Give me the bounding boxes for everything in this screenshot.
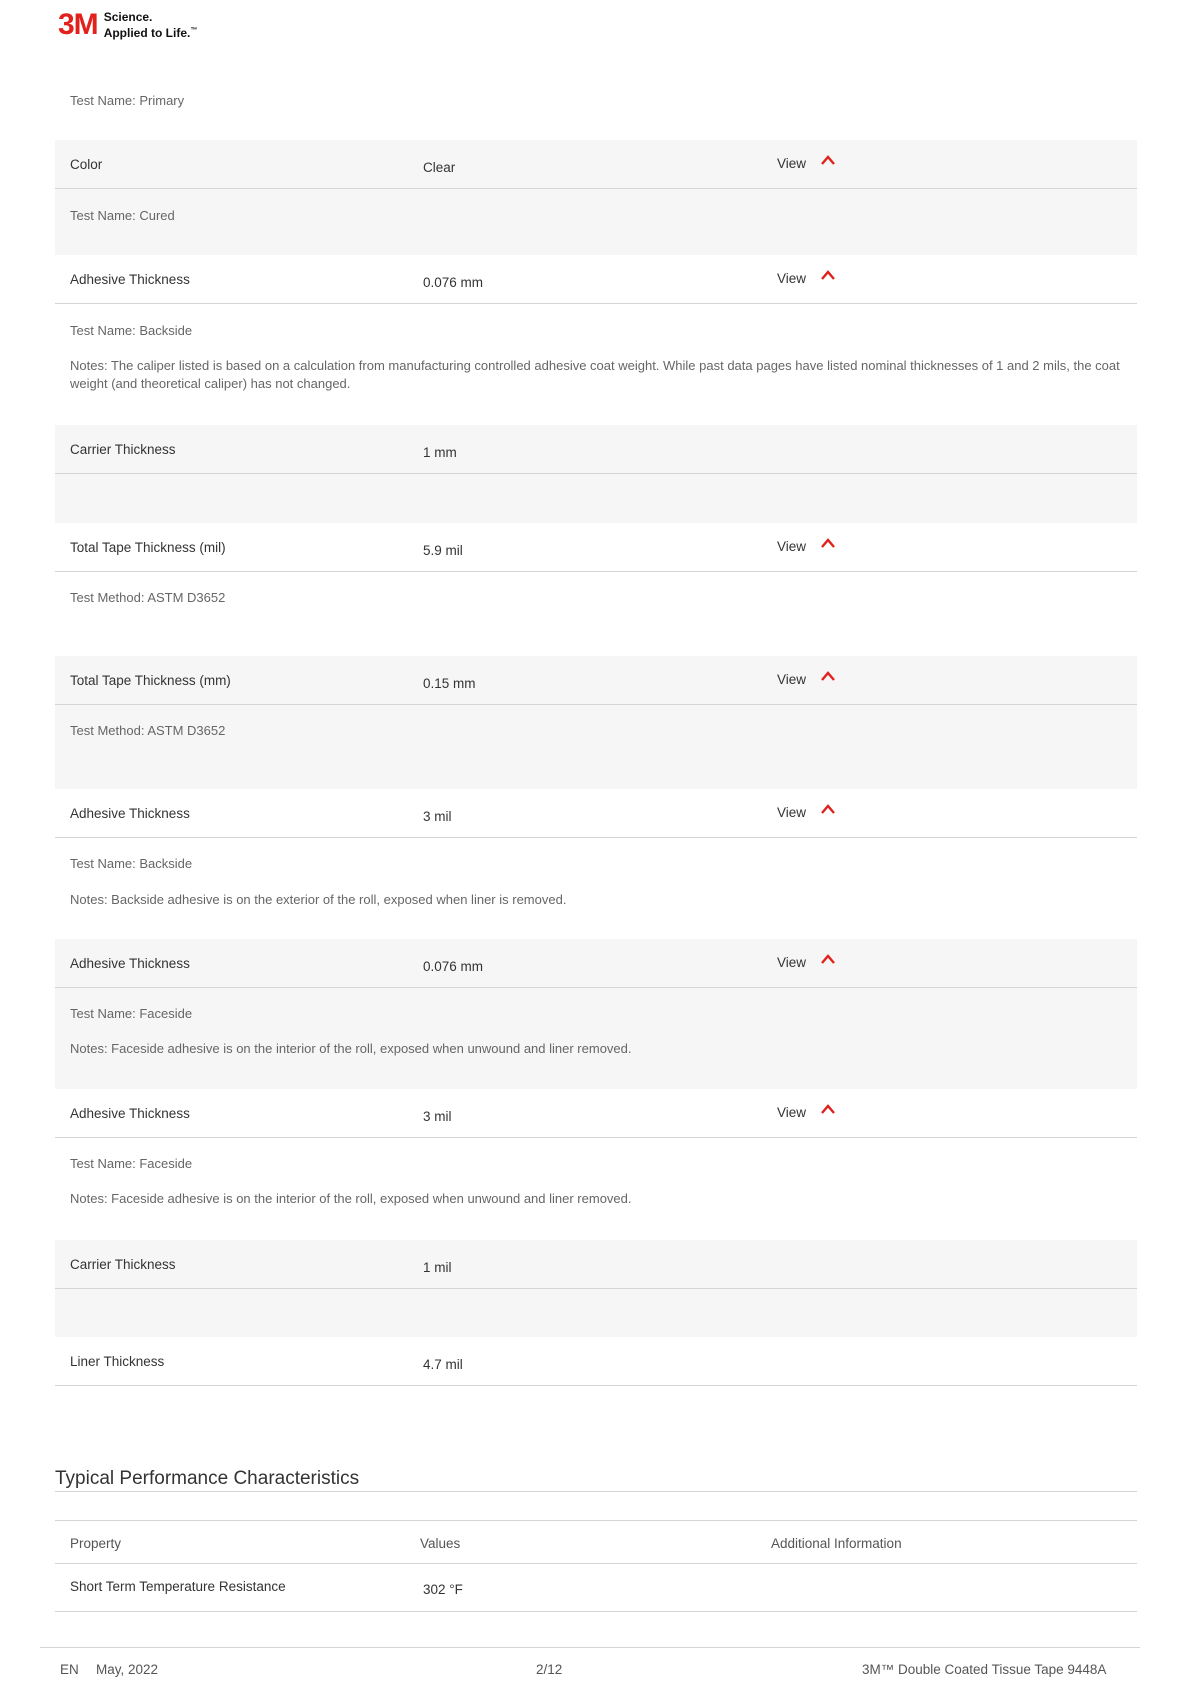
notes-text: Notes: The caliper listed is based on a calculation from manufacturing controlled adhesive coat weight. While past data pages have listed nominal thicknesses of 1 and 2 mils, the coat weight (and theoretical caliper) has not changed.	[70, 358, 1120, 391]
notes-text: Notes: Faceside adhesive is on the interior of the roll, exposed when unwound and liner removed.	[70, 1041, 632, 1056]
notes-band	[55, 189, 1137, 255]
view-link[interactable]: View	[777, 1105, 807, 1120]
property-label: Total Tape Thickness (mil)	[70, 540, 226, 555]
property-value: 0.15 mm	[423, 676, 476, 691]
performance-property: Short Term Temperature Resistance	[70, 1579, 286, 1594]
page-number: 2/12	[536, 1662, 563, 1677]
chevron-up-icon[interactable]	[820, 154, 836, 166]
table-row	[55, 939, 1137, 988]
property-label: Adhesive Thickness	[70, 956, 190, 971]
view-link[interactable]: View	[777, 539, 807, 554]
property-value: 3 mil	[423, 1109, 452, 1124]
table-row	[55, 1240, 1137, 1289]
table-row	[55, 789, 1137, 838]
test-name-note: Test Name: Cured	[70, 208, 175, 223]
table-row	[55, 425, 1137, 474]
test-method-note: Test Method: ASTM D3652	[70, 590, 226, 605]
notes-text: Notes: Faceside adhesive is on the interior of the roll, exposed when unwound and liner removed.	[70, 1191, 632, 1206]
footer-product-name: 3M™ Double Coated Tissue Tape 9448A	[862, 1662, 1107, 1677]
view-link[interactable]: View	[777, 805, 807, 820]
property-label: Adhesive Thickness	[70, 806, 190, 821]
property-label: Color	[70, 157, 103, 172]
test-method-note: Test Method: ASTM D3652	[70, 723, 226, 738]
table-row	[55, 140, 1137, 189]
tagline-line-1: Science.	[103, 10, 153, 24]
property-value: 1 mil	[423, 1260, 452, 1275]
column-header-property: Property	[70, 1536, 122, 1551]
footer-divider	[40, 1647, 1140, 1648]
chevron-up-icon[interactable]	[820, 1103, 836, 1115]
divider	[55, 1611, 1137, 1612]
footer-language: EN	[60, 1662, 79, 1677]
chevron-up-icon[interactable]	[820, 537, 836, 549]
property-value: Clear	[423, 160, 456, 175]
test-name-note: Test Name: Faceside	[70, 1156, 193, 1171]
property-label: Adhesive Thickness	[70, 272, 190, 287]
test-name-note: Test Name: Primary	[70, 93, 185, 108]
property-label: Total Tape Thickness (mm)	[70, 673, 231, 688]
performance-value: 302 °F	[423, 1582, 463, 1597]
view-link[interactable]: View	[777, 672, 807, 687]
divider	[55, 1520, 1137, 1521]
view-link[interactable]: View	[777, 271, 807, 286]
property-value: 0.076 mm	[423, 959, 484, 974]
empty-band	[55, 474, 1137, 523]
test-name-note: Test Name: Faceside	[70, 1006, 193, 1021]
notes-band	[55, 705, 1137, 789]
property-value: 1 mm	[423, 445, 457, 460]
property-value: 0.076 mm	[423, 275, 484, 290]
tagline-line-2: Applied to Life.	[103, 26, 191, 40]
chevron-up-icon[interactable]	[820, 269, 836, 281]
table-row	[55, 255, 1137, 304]
chevron-up-icon[interactable]	[820, 670, 836, 682]
section-title: Typical Performance Characteristics	[55, 1468, 360, 1489]
divider	[55, 1563, 1137, 1564]
test-name-note: Test Name: Backside	[70, 856, 193, 871]
table-row	[55, 523, 1137, 572]
divider	[55, 1491, 1137, 1492]
table-row	[55, 1089, 1137, 1138]
column-header-additional-information: Additional Information	[771, 1536, 902, 1551]
property-label: Adhesive Thickness	[70, 1106, 190, 1121]
property-value: 5.9 mil	[423, 543, 463, 558]
table-row	[55, 656, 1137, 705]
chevron-up-icon[interactable]	[820, 803, 836, 815]
logo-tagline	[104, 10, 198, 40]
logo-mark: 3M	[58, 8, 98, 41]
property-label: Carrier Thickness	[70, 442, 176, 457]
chevron-up-icon[interactable]	[820, 953, 836, 965]
view-link[interactable]: View	[777, 156, 807, 171]
notes-text: Notes: Backside adhesive is on the exterior of the roll, exposed when liner is removed.	[70, 892, 567, 907]
notes-band	[55, 988, 1137, 1089]
property-value: 3 mil	[423, 809, 452, 824]
column-header-values: Values	[420, 1536, 461, 1551]
3m-logo	[58, 10, 197, 40]
footer-date: May, 2022	[96, 1662, 159, 1677]
view-link[interactable]: View	[777, 955, 807, 970]
property-label: Liner Thickness	[70, 1354, 165, 1369]
test-name-note: Test Name: Backside	[70, 323, 193, 338]
table-row	[55, 1337, 1137, 1386]
empty-band	[55, 1289, 1137, 1337]
property-value: 4.7 mil	[423, 1357, 463, 1372]
trademark: ™	[190, 27, 198, 34]
property-label: Carrier Thickness	[70, 1257, 176, 1272]
